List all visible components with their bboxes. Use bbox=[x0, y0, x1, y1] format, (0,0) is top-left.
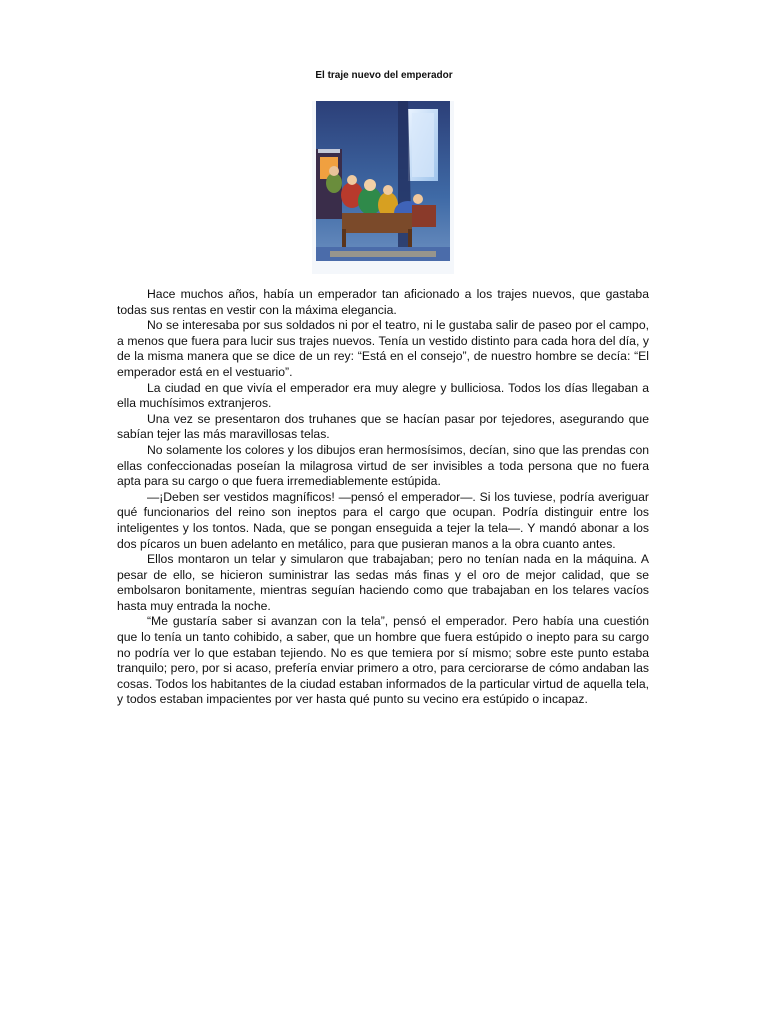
paragraph: Hace muchos años, había un emperador tan aficionado a los trajes nuevos, que gastaba todas sus rentas en vestir con la máxima elegancia. bbox=[117, 287, 649, 317]
document-title: El traje nuevo del emperador bbox=[315, 70, 453, 81]
emperor-court-illustration-icon bbox=[312, 101, 454, 274]
paragraph: —¡Deben ser vestidos magníficos! —pensó el emperador—. Si los tuviese, podría averiguar qué funcionarios del reino son ineptos para el cargo que ocupan. Podría distinguir entre los inteligentes y los tontos. Nada, que se pongan enseguida a tejer la tela—. Y mandó abonar a los dos pícaros un buen adelanto en metálico, para que pusieran manos a la obra cuanto antes. bbox=[117, 489, 649, 551]
paragraph: No se interesaba por sus soldados ni por el teatro, ni le gustaba salir de paseo por el campo, a menos que fuera para lucir sus trajes nuevos. Tenía un vestido distinto para cada hora del día, y de la misma manera que se dice de un rey: “Está en el consejo”, de nuestro hombre se decía: “El emperador está en el vestuario”. bbox=[117, 318, 649, 379]
paragraph: “Me gustaría saber si avanzan con la tela”, pensó el emperador. Pero había una cuestión que lo tenía un tanto cohibido, a saber, que un hombre que fuera estúpido o inepto para su cargo no podría ver lo que estaban tejiendo. No es que temiera por sí mismo; sobre este punto estaba tranquilo; pero, por si acaso, prefería enviar primero a otro, para cerciorarse de cómo andaban las cosas. Todos los habitantes de la ciudad estaban informados de la particular virtud de aquella tela, y todos estaban impacientes por ver hasta qué punto su vecino era estúpido o incapaz. bbox=[117, 614, 649, 707]
paragraph: La ciudad en que vivía el emperador era muy alegre y bulliciosa. Todos los días llegaban a ella muchísimos extranjeros. bbox=[117, 380, 649, 411]
story-body bbox=[117, 287, 649, 708]
paragraph: Ellos montaron un telar y simularon que trabajaban; pero no tenían nada en la máquina. A pesar de ello, se hicieron suministrar las sedas más finas y el oro de mejor calidad, que se embolsaron bonitamente, mientras seguían haciendo como que trabajaban en los telares vacíos hasta muy entrada la noche. bbox=[117, 552, 649, 613]
paragraph: Una vez se presentaron dos truhanes que se hacían pasar por tejedores, asegurando que sabían tejer las más maravillosas telas. bbox=[117, 411, 649, 442]
paragraph: No solamente los colores y los dibujos eran hermosísimos, decían, sino que las prendas con ellas confeccionadas poseían la milagrosa virtud de ser invisibles a toda persona que no fuera apta para su cargo o que fuera irremediablemente estúpida. bbox=[117, 442, 649, 489]
